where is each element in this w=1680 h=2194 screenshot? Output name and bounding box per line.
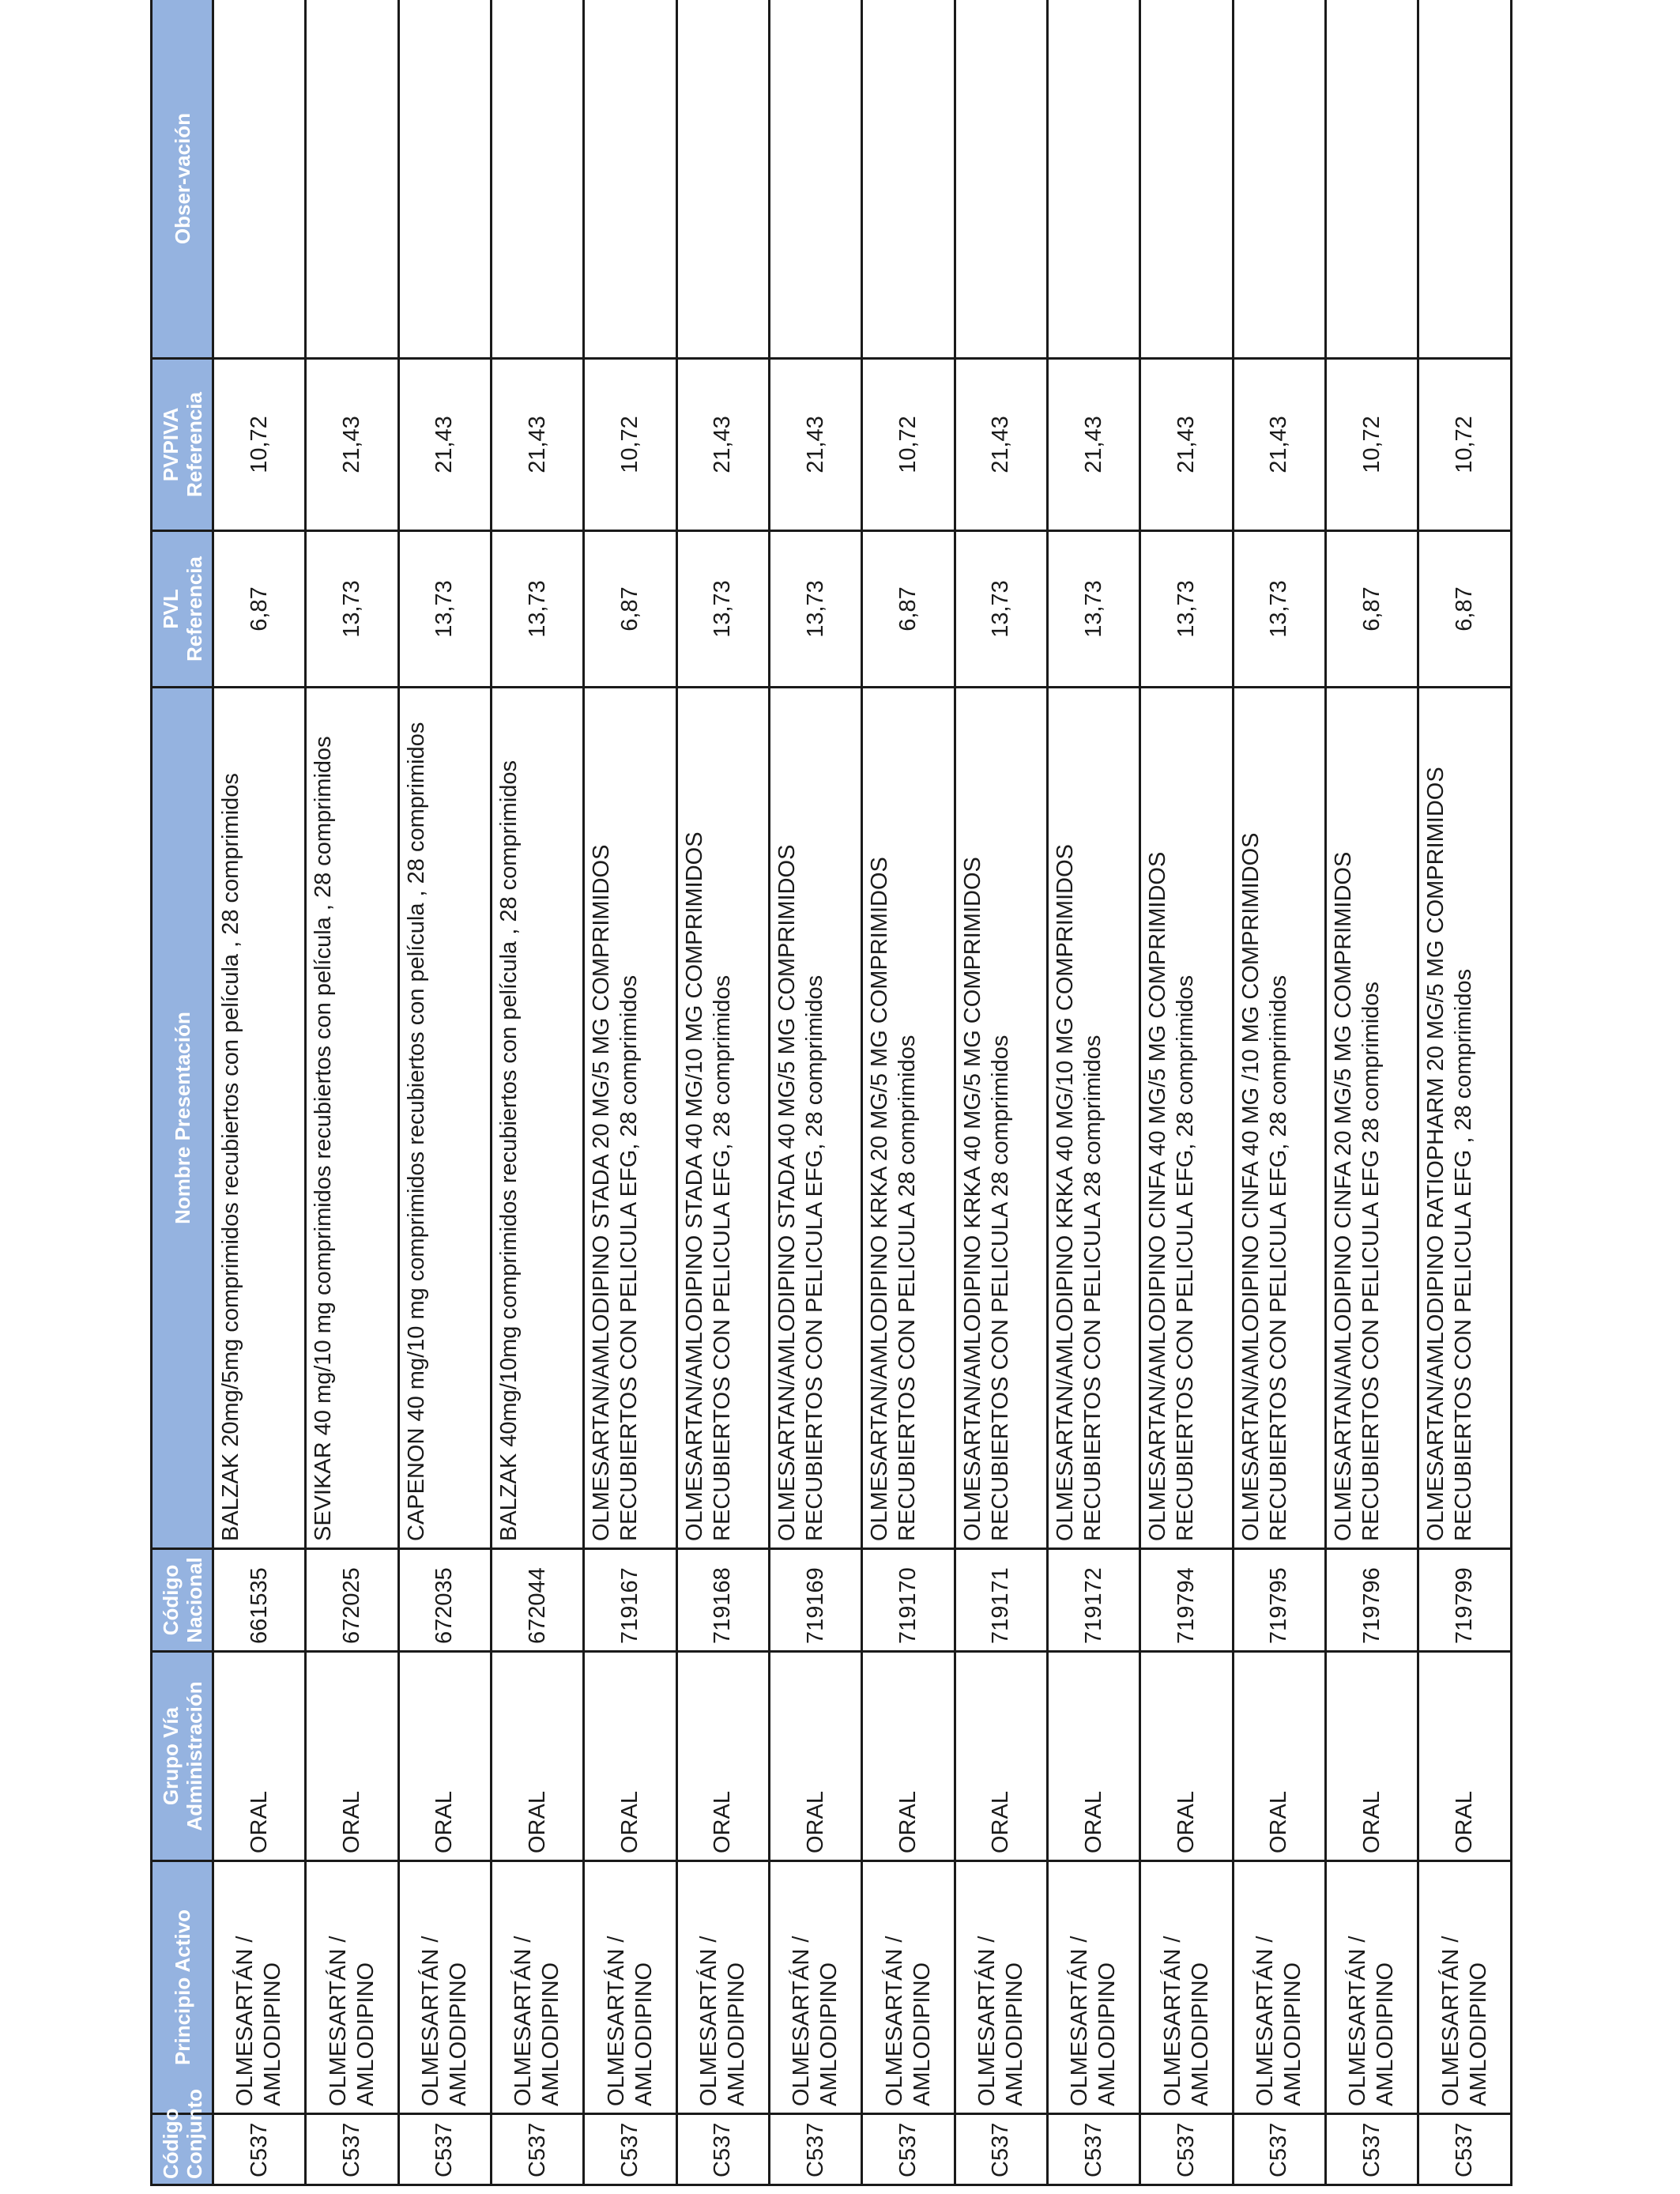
cell-nombre-presentacion: SEVIKAR 40 mg/10 mg comprimidos recubiertos con película , 28 comprimidos xyxy=(306,688,398,1549)
cell-grupo-via: ORAL xyxy=(1233,1652,1325,1861)
cell-observacion xyxy=(1048,0,1140,359)
cell-codigo-conjunto: C537 xyxy=(213,2114,306,2185)
cell-principio-activo: OLMESARTÁN / AMLODIPINO xyxy=(862,1861,955,2114)
cell-pvpiva-referencia: 21,43 xyxy=(1140,359,1233,531)
cell-principio-activo: OLMESARTÁN / AMLODIPINO xyxy=(492,1861,584,2114)
cell-pvl-referencia: 13,73 xyxy=(492,531,584,688)
cell-pvpiva-referencia: 10,72 xyxy=(1326,359,1418,531)
cell-pvl-referencia: 6,87 xyxy=(862,531,955,688)
cell-pvl-referencia: 6,87 xyxy=(213,531,306,688)
cell-pvl-referencia: 13,73 xyxy=(398,531,491,688)
cell-pvpiva-referencia: 10,72 xyxy=(1418,359,1512,531)
cell-codigo-nacional: 719795 xyxy=(1233,1549,1325,1652)
table-row xyxy=(306,0,398,2185)
table-row xyxy=(584,0,676,2185)
cell-principio-activo: OLMESARTÁN / AMLODIPINO xyxy=(584,1861,676,2114)
table-row xyxy=(213,0,306,2185)
cell-codigo-nacional: 672035 xyxy=(398,1549,491,1652)
cell-grupo-via: ORAL xyxy=(676,1652,769,1861)
cell-principio-activo: OLMESARTÁN / AMLODIPINO xyxy=(398,1861,491,2114)
cell-codigo-nacional: 719171 xyxy=(955,1549,1047,1652)
cell-observacion xyxy=(676,0,769,359)
header-pvl-referencia: PVL Referencia xyxy=(152,531,213,688)
cell-grupo-via: ORAL xyxy=(1048,1652,1140,1861)
table-row xyxy=(398,0,491,2185)
header-codigo-conjunto: Código Conjunto xyxy=(152,2114,213,2185)
cell-principio-activo: OLMESARTÁN / AMLODIPINO xyxy=(770,1861,862,2114)
cell-nombre-presentacion: OLMESARTAN/AMLODIPINO CINFA 20 MG/5 MG COMPRIMIDOS RECUBIERTOS CON PELICULA EFG 28 comprimidos xyxy=(1326,688,1418,1549)
cell-grupo-via: ORAL xyxy=(213,1652,306,1861)
cell-pvpiva-referencia: 21,43 xyxy=(770,359,862,531)
cell-nombre-presentacion: OLMESARTAN/AMLODIPINO STADA 40 MG/10 MG COMPRIMIDOS RECUBIERTOS CON PELICULA EFG, 28 comprimidos xyxy=(676,688,769,1549)
header-grupo-via: Grupo Vía Administración xyxy=(152,1652,213,1861)
cell-principio-activo: OLMESARTÁN / AMLODIPINO xyxy=(1233,1861,1325,2114)
cell-grupo-via: ORAL xyxy=(770,1652,862,1861)
cell-observacion xyxy=(306,0,398,359)
cell-nombre-presentacion: OLMESARTAN/AMLODIPINO STADA 40 MG/5 MG COMPRIMIDOS RECUBIERTOS CON PELICULA EFG, 28 comprimidos xyxy=(770,688,862,1549)
cell-codigo-conjunto: C537 xyxy=(770,2114,862,2185)
cell-nombre-presentacion: OLMESARTAN/AMLODIPINO STADA 20 MG/5 MG COMPRIMIDOS RECUBIERTOS CON PELICULA EFG, 28 comprimidos xyxy=(584,688,676,1549)
cell-codigo-nacional: 719172 xyxy=(1048,1549,1140,1652)
cell-observacion xyxy=(492,0,584,359)
cell-nombre-presentacion: OLMESARTAN/AMLODIPINO CINFA 40 MG /10 MG COMPRIMIDOS RECUBIERTOS CON PELICULA EFG, 28 comprimidos xyxy=(1233,688,1325,1549)
cell-codigo-conjunto: C537 xyxy=(584,2114,676,2185)
table-header-row xyxy=(152,0,213,2185)
cell-codigo-conjunto: C537 xyxy=(306,2114,398,2185)
cell-observacion xyxy=(1326,0,1418,359)
cell-codigo-conjunto: C537 xyxy=(1140,2114,1233,2185)
cell-principio-activo: OLMESARTÁN / AMLODIPINO xyxy=(1140,1861,1233,2114)
cell-codigo-conjunto: C537 xyxy=(1233,2114,1325,2185)
table-row xyxy=(955,0,1047,2185)
table-row xyxy=(1048,0,1140,2185)
cell-pvl-referencia: 6,87 xyxy=(1326,531,1418,688)
cell-grupo-via: ORAL xyxy=(1140,1652,1233,1861)
cell-pvl-referencia: 13,73 xyxy=(676,531,769,688)
cell-observacion xyxy=(213,0,306,359)
cell-pvl-referencia: 13,73 xyxy=(770,531,862,688)
cell-codigo-conjunto: C537 xyxy=(398,2114,491,2185)
cell-nombre-presentacion: OLMESARTAN/AMLODIPINO KRKA 40 MG/10 MG COMPRIMIDOS RECUBIERTOS CON PELICULA 28 comprimidos xyxy=(1048,688,1140,1549)
cell-pvl-referencia: 13,73 xyxy=(1048,531,1140,688)
table-row xyxy=(492,0,584,2185)
cell-pvpiva-referencia: 21,43 xyxy=(1048,359,1140,531)
cell-principio-activo: OLMESARTÁN / AMLODIPINO xyxy=(213,1861,306,2114)
cell-grupo-via: ORAL xyxy=(1326,1652,1418,1861)
cell-nombre-presentacion: OLMESARTAN/AMLODIPINO KRKA 20 MG/5 MG COMPRIMIDOS RECUBIERTOS CON PELICULA 28 comprimidos xyxy=(862,688,955,1549)
cell-grupo-via: ORAL xyxy=(492,1652,584,1861)
header-pvpiva-referencia: PVPIVA Referencia xyxy=(152,359,213,531)
cell-nombre-presentacion: CAPENON 40 mg/10 mg comprimidos recubiertos con película , 28 comprimidos xyxy=(398,688,491,1549)
cell-pvpiva-referencia: 10,72 xyxy=(213,359,306,531)
cell-pvpiva-referencia: 10,72 xyxy=(862,359,955,531)
cell-codigo-conjunto: C537 xyxy=(955,2114,1047,2185)
table-row xyxy=(1140,0,1233,2185)
table-row xyxy=(770,0,862,2185)
cell-codigo-nacional: 672025 xyxy=(306,1549,398,1652)
cell-nombre-presentacion: OLMESARTAN/AMLODIPINO KRKA 40 MG/5 MG COMPRIMIDOS RECUBIERTOS CON PELICULA 28 comprimidos xyxy=(955,688,1047,1549)
cell-pvl-referencia: 13,73 xyxy=(1140,531,1233,688)
cell-pvl-referencia: 13,73 xyxy=(306,531,398,688)
cell-grupo-via: ORAL xyxy=(955,1652,1047,1861)
cell-nombre-presentacion: OLMESARTAN/AMLODIPINO CINFA 40 MG/5 MG COMPRIMIDOS RECUBIERTOS CON PELICULA EFG, 28 comprimidos xyxy=(1140,688,1233,1549)
cell-codigo-nacional: 661535 xyxy=(213,1549,306,1652)
cell-codigo-conjunto: C537 xyxy=(1048,2114,1140,2185)
cell-codigo-conjunto: C537 xyxy=(1326,2114,1418,2185)
cell-codigo-nacional: 719794 xyxy=(1140,1549,1233,1652)
cell-pvpiva-referencia: 21,43 xyxy=(955,359,1047,531)
cell-pvl-referencia: 6,87 xyxy=(1418,531,1512,688)
cell-observacion xyxy=(1418,0,1512,359)
cell-nombre-presentacion: BALZAK 20mg/5mg comprimidos recubiertos con película , 28 comprimidos xyxy=(213,688,306,1549)
cell-observacion xyxy=(955,0,1047,359)
cell-codigo-nacional: 719168 xyxy=(676,1549,769,1652)
cell-pvl-referencia: 6,87 xyxy=(584,531,676,688)
cell-pvpiva-referencia: 21,43 xyxy=(306,359,398,531)
cell-pvl-referencia: 13,73 xyxy=(955,531,1047,688)
cell-nombre-presentacion: BALZAK 40mg/10mg comprimidos recubiertos con película , 28 comprimidos xyxy=(492,688,584,1549)
cell-codigo-conjunto: C537 xyxy=(1418,2114,1512,2185)
cell-pvpiva-referencia: 10,72 xyxy=(584,359,676,531)
cell-pvl-referencia: 13,73 xyxy=(1233,531,1325,688)
cell-principio-activo: OLMESARTÁN / AMLODIPINO xyxy=(676,1861,769,2114)
cell-principio-activo: OLMESARTÁN / AMLODIPINO xyxy=(1326,1861,1418,2114)
cell-principio-activo: OLMESARTÁN / AMLODIPINO xyxy=(1418,1861,1512,2114)
table-row xyxy=(862,0,955,2185)
table-row xyxy=(1326,0,1418,2185)
cell-codigo-conjunto: C537 xyxy=(862,2114,955,2185)
cell-codigo-nacional: 672044 xyxy=(492,1549,584,1652)
cell-codigo-conjunto: C537 xyxy=(492,2114,584,2185)
cell-codigo-nacional: 719170 xyxy=(862,1549,955,1652)
cell-codigo-conjunto: C537 xyxy=(676,2114,769,2185)
cell-observacion xyxy=(1233,0,1325,359)
rotated-page xyxy=(150,0,1512,2186)
header-codigo-nacional: Código Nacional xyxy=(152,1549,213,1652)
cell-grupo-via: ORAL xyxy=(584,1652,676,1861)
cell-observacion xyxy=(398,0,491,359)
cell-grupo-via: ORAL xyxy=(862,1652,955,1861)
cell-observacion xyxy=(862,0,955,359)
cell-observacion xyxy=(1140,0,1233,359)
cell-codigo-nacional: 719799 xyxy=(1418,1549,1512,1652)
cell-codigo-nacional: 719796 xyxy=(1326,1549,1418,1652)
header-nombre-presentacion: Nombre Presentación xyxy=(152,688,213,1549)
cell-principio-activo: OLMESARTÁN / AMLODIPINO xyxy=(955,1861,1047,2114)
cell-pvpiva-referencia: 21,43 xyxy=(492,359,584,531)
cell-grupo-via: ORAL xyxy=(1418,1652,1512,1861)
cell-nombre-presentacion: OLMESARTAN/AMLODIPINO RATIOPHARM 20 MG/5 MG COMPRIMIDOS RECUBIERTOS CON PELICULA EFG , 28 comprimidos xyxy=(1418,688,1512,1549)
cell-observacion xyxy=(770,0,862,359)
cell-grupo-via: ORAL xyxy=(306,1652,398,1861)
table-row xyxy=(1418,0,1512,2185)
cell-principio-activo: OLMESARTÁN / AMLODIPINO xyxy=(1048,1861,1140,2114)
cell-codigo-nacional: 719169 xyxy=(770,1549,862,1652)
price-table xyxy=(150,0,1512,2186)
cell-pvpiva-referencia: 21,43 xyxy=(1233,359,1325,531)
cell-pvpiva-referencia: 21,43 xyxy=(398,359,491,531)
cell-pvpiva-referencia: 21,43 xyxy=(676,359,769,531)
header-principio-activo: Principio Activo xyxy=(152,1861,213,2114)
table-row xyxy=(1233,0,1325,2185)
table-row xyxy=(676,0,769,2185)
cell-principio-activo: OLMESARTÁN / AMLODIPINO xyxy=(306,1861,398,2114)
cell-codigo-nacional: 719167 xyxy=(584,1549,676,1652)
header-observacion: Obser-vación xyxy=(152,0,213,359)
cell-observacion xyxy=(584,0,676,359)
cell-grupo-via: ORAL xyxy=(398,1652,491,1861)
